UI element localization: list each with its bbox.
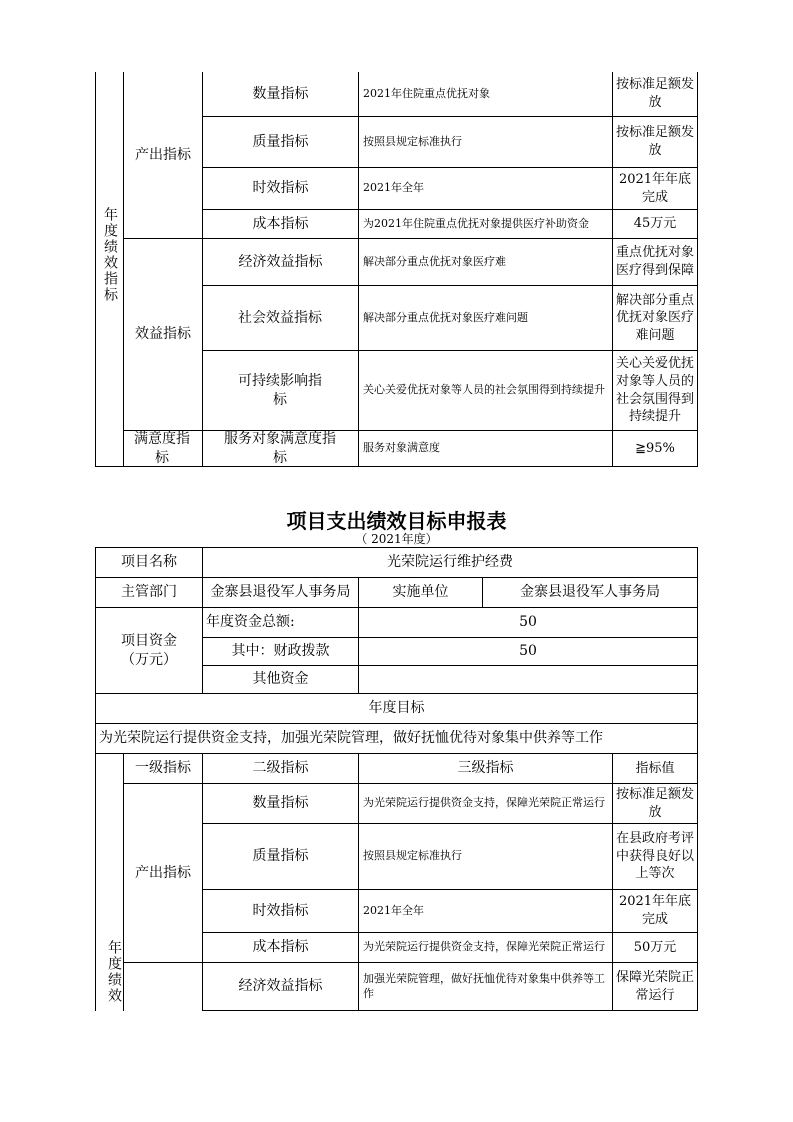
b-val-quantity: 按标准足额发放 xyxy=(615,786,694,820)
val-cost: 45万元 xyxy=(633,216,677,232)
impl-value: 金寨县退役军人事务局 xyxy=(520,584,660,601)
dim-label: 年度绩效指标 xyxy=(101,207,118,303)
header-l1: 一级指标 xyxy=(135,760,191,777)
b-l3-economic: 加强光荣院管理，做好抚恤优待对象集中供养等工作 xyxy=(363,971,605,1000)
l3-sustainable: 关心关爱优抚对象等人员的社会氛围得到持续提升 xyxy=(363,383,605,397)
l2-quantity: 数量指标 xyxy=(252,85,309,102)
bottom-group-output: 产出指标 xyxy=(135,864,191,881)
l3-economic: 解决部分重点优抚对象医疗难 xyxy=(363,254,506,268)
b-l3-quality: 按照县规定标准执行 xyxy=(363,849,462,863)
b-l3-quantity: 为光荣院运行提供资金支持，保障光荣院正常运行 xyxy=(363,796,605,810)
l3-satisfaction: 服务对象满意度 xyxy=(363,441,440,455)
funds-fiscal-label: 其中：财政拨款 xyxy=(231,643,330,660)
project-name-value: 光荣院运行维护经费 xyxy=(387,554,513,571)
header-l2: 二级指标 xyxy=(252,760,309,777)
l2-satisfaction: 服务对象满意度指标 xyxy=(224,430,336,466)
l3-timeliness: 2021年全年 xyxy=(363,181,424,195)
l3-social: 解决部分重点优抚对象医疗难问题 xyxy=(363,310,528,324)
b-l2-quantity: 数量指标 xyxy=(252,795,309,812)
funds-other-value xyxy=(359,666,697,693)
header-l3: 三级指标 xyxy=(457,760,514,777)
l2-cost: 成本指标 xyxy=(252,215,309,232)
val-satisfaction: ≧95% xyxy=(635,440,675,456)
funds-other-label: 其他资金 xyxy=(252,671,309,688)
val-economic: 重点优抚对象医疗得到保障 xyxy=(615,245,694,278)
dept-value: 金寨县退役军人事务局 xyxy=(210,584,351,601)
l3-quality: 按照县规定标准执行 xyxy=(363,134,462,148)
group-label-output: 产出指标 xyxy=(135,146,191,163)
val-timeliness: 2021年年底完成 xyxy=(618,171,692,205)
dept-label: 主管部门 xyxy=(121,584,177,601)
form-subtitle: （ 2021年度） xyxy=(355,532,438,546)
funds-total-value: 50 xyxy=(519,614,537,631)
b-l2-cost: 成本指标 xyxy=(252,939,309,956)
b-val-economic: 保障光荣院正常运行 xyxy=(615,969,694,1003)
b-l3-cost: 为光荣院运行提供资金支持，保障光荣院正常运行 xyxy=(363,940,605,954)
val-quantity: 按标准足额发放 xyxy=(615,77,694,110)
impl-label: 实施单位 xyxy=(392,584,449,601)
form-title: 项目支出绩效目标申报表 xyxy=(286,509,507,533)
l3-quantity: 2021年住院重点优抚对象 xyxy=(363,86,490,100)
bottom-dim-label: 年度绩效 xyxy=(106,940,122,1004)
b-l2-quality: 质量指标 xyxy=(252,848,309,865)
b-val-quality: 在县政府考评中获得良好以上等次 xyxy=(615,831,694,882)
b-l2-economic: 经济效益指标 xyxy=(238,978,323,995)
val-social: 解决部分重点优抚对象医疗难问题 xyxy=(615,292,694,343)
val-quality: 按标准足额发放 xyxy=(615,125,694,158)
b-val-cost: 50万元 xyxy=(633,939,677,955)
val-sustainable: 关心关爱优抚对象等人员的社会氛围得到持续提升 xyxy=(615,356,694,425)
l2-economic: 经济效益指标 xyxy=(238,253,323,270)
annual-goal-label: 年度目标 xyxy=(368,700,425,717)
l2-timeliness: 时效指标 xyxy=(252,180,309,197)
funds-label: 项目资金（万元） xyxy=(121,632,177,668)
b-val-timeliness: 2021年年底完成 xyxy=(618,894,692,927)
l2-social: 社会效益指标 xyxy=(238,309,322,326)
project-name-label: 项目名称 xyxy=(121,554,177,571)
annual-goal-text: 为光荣院运行提供资金支持，加强光荣院管理，做好抚恤优待对象集中供养等工作 xyxy=(99,730,603,747)
group-label-satisfaction: 满意度指标 xyxy=(134,430,190,466)
l2-quality: 质量指标 xyxy=(252,133,309,150)
funds-fiscal-value: 50 xyxy=(519,643,537,660)
header-val: 指标值 xyxy=(635,760,675,776)
funds-total-label: 年度资金总额: xyxy=(206,614,295,631)
l3-cost: 为2021年住院重点优抚对象提供医疗补助资金 xyxy=(363,216,589,230)
b-l2-timeliness: 时效指标 xyxy=(252,902,309,919)
l2-sustainable: 可持续影响指标 xyxy=(238,372,322,408)
group-label-benefit: 效益指标 xyxy=(135,326,191,343)
b-l3-timeliness: 2021年全年 xyxy=(363,903,424,917)
